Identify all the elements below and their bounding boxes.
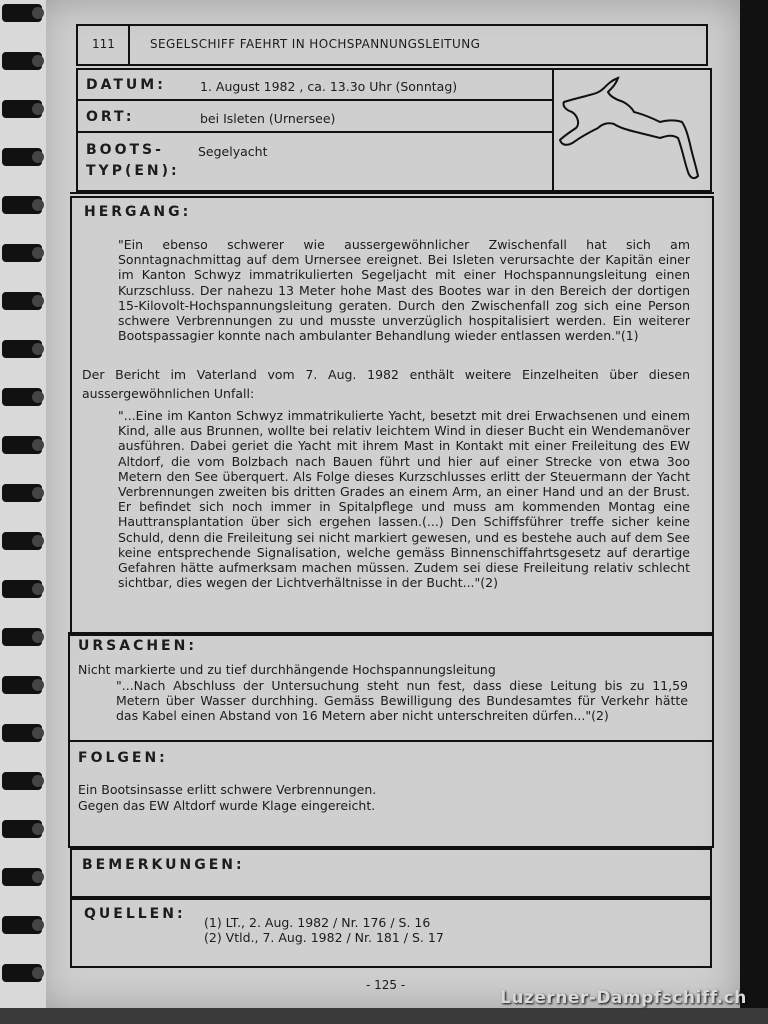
case-number: 111: [92, 37, 115, 51]
page-bottom-edge: [0, 1008, 768, 1024]
datum-divider: [76, 99, 552, 101]
boots-label-2: TYP(EN):: [86, 163, 180, 179]
quellen-label: QUELLEN:: [84, 906, 186, 922]
binder-ring-icon: [2, 4, 42, 22]
binder-ring-icon: [2, 724, 42, 742]
binder-ring-icon: [2, 244, 42, 262]
binder-ring-icon: [2, 916, 42, 934]
binder-ring-icon: [2, 196, 42, 214]
binder-ring-icon: [2, 676, 42, 694]
ursachen-line-1: Nicht markierte und zu tief durchhängende Hochspannungsleitung: [78, 662, 496, 677]
datum-value: 1. August 1982 , ca. 13.3o Uhr (Sonntag): [200, 79, 458, 94]
binder-ring-icon: [2, 100, 42, 118]
bemerkungen-box: [70, 848, 712, 898]
quellen-item-2: (2) Vtld., 7. Aug. 1982 / Nr. 181 / S. 17: [204, 930, 444, 945]
ort-label: ORT:: [86, 109, 135, 125]
folgen-line-2: Gegen das EW Altdorf wurde Klage eingereicht.: [78, 798, 376, 813]
binder-ring-icon: [2, 964, 42, 982]
ursachen-label: URSACHEN:: [78, 638, 197, 654]
binder-ring-icon: [2, 52, 42, 70]
map-divider: [552, 68, 554, 190]
binder-ring-icon: [2, 628, 42, 646]
header-divider: [128, 24, 130, 64]
boots-label-1: BOOTS-: [86, 142, 164, 158]
quellen-item-1: (1) LT., 2. Aug. 1982 / Nr. 176 / S. 16: [204, 915, 431, 930]
binder-ring-icon: [2, 340, 42, 358]
ort-divider: [76, 131, 552, 133]
binder-ring-icon: [2, 148, 42, 166]
watermark-text: Luzerner-Dampfschiff.ch: [500, 988, 747, 1008]
lake-map-image: [556, 72, 706, 188]
binder-ring-icon: [2, 292, 42, 310]
boots-value: Segelyacht: [198, 144, 268, 159]
hergang-label: HERGANG:: [84, 204, 192, 220]
datum-label: DATUM:: [86, 77, 166, 93]
hergang-quote-2: "...Eine im Kanton Schwyz immatrikulierte Yacht, besetzt mit drei Erwachsenen und einem Kind, alle aus Brunnen, wollte bei relativ leichtem Wind in dieser Bucht ein Wendemanöver ausführen. Dabei geriet die Yacht mit ihrem Mast in Kontakt mit einer Freileitung des EW Altdorf, die vom Bolzbach nach Bauen führt und hier auf einer Strecke von etwa 3oo Metern den See überquert. Als Folge dieses Kurzschlusses erlitt der Steuermann der Yacht Verbrennungen zweiten bis dritten Grades an einem Arm, an einer Hand und an der Brust. Er befindet sich noch immer in Spitalpflege und muss am kommenden Montag eine Hauttransplantation über sich ergehen lassen.(...) Den Schiffsführer treffe sicher keine Schuld, denn die Freileitung sei nicht markiert gewesen, und es bestehe auch auf dem See keine entsprechende Signalisation, welche gemäss Binnenschiffahrtsgesetz auf derartige Gefahren hätte aufmerksam machen müssen. Zudem sei diese Freileitung relativ schlecht sichtbar, dies wegen der Lichtverhältnisse in der Bucht..."(2): [118, 408, 690, 591]
ort-value: bei Isleten (Urnersee): [200, 111, 336, 126]
binder-ring-icon: [2, 532, 42, 550]
hergang-intro: Der Bericht im Vaterland vom 7. Aug. 1982 enthält weitere Einzelheiten über diesen aussergewöhnlichen Unfall:: [82, 367, 690, 401]
hergang-top-rule: [70, 192, 714, 194]
binder-ring-icon: [2, 772, 42, 790]
binder-ring-icon: [2, 436, 42, 454]
folgen-line-1: Ein Bootsinsasse erlitt schwere Verbrennungen.: [78, 782, 377, 797]
binder-ring-icon: [2, 388, 42, 406]
binder-ring-icon: [2, 820, 42, 838]
binder-ring-icon: [2, 580, 42, 598]
case-title: SEGELSCHIFF FAEHRT IN HOCHSPANNUNGSLEITUNG: [150, 37, 481, 51]
hergang-quote-1: "Ein ebenso schwerer wie aussergewöhnlicher Zwischenfall hat sich am Sonntagnachmittag auf dem Urnersee ereignet. Bei Isleten verursachte der Kapitän einer im Kanton Schwyz immatrikulierten Segeljacht mit einer Hochspannungsleitung einen Kurzschluss. Der nahezu 13 Meter hohe Mast des Bootes war in den Bereich der dortigen 15-Kilovolt-Hochspannungsleitung geraten. Durch den Zwischenfall zog sich eine Person schwere Verbrennungen zu und musste unverzüglich hospitalisiert werden. Ein weiterer Bootspassagier konnte nach ambulanter Behandlung wieder entlassen werden."(1): [118, 237, 690, 344]
page-number: - 125 -: [366, 978, 406, 992]
binder-ring-icon: [2, 868, 42, 886]
binder-spine: [0, 0, 46, 1024]
ursachen-quote: "...Nach Abschluss der Untersuchung steht nun fest, dass diese Leitung bis zu 11,59 Metern über Wasser durchhing. Gemäss Bewilligung des Bundesamtes für Verkehr hätte das Kabel einen Abstand von 16 Metern aber nicht unterschreiten dürfen..."(2): [116, 678, 688, 724]
binder-ring-icon: [2, 484, 42, 502]
bemerkungen-label: BEMERKUNGEN:: [82, 857, 245, 873]
binder-right-edge: [740, 0, 768, 1024]
folgen-label: FOLGEN:: [78, 750, 168, 766]
